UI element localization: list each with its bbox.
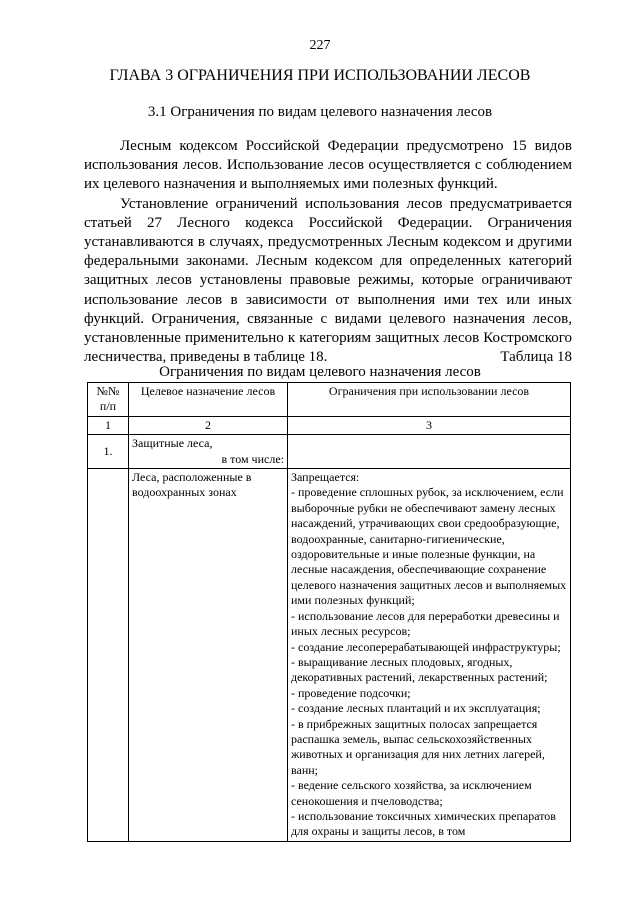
header-number: №№ п/п (88, 383, 129, 417)
restriction-item: - создание лесных плантаций и их эксплуатация; (291, 701, 541, 716)
table-header-row (88, 383, 571, 417)
restrictions-cell (288, 469, 571, 842)
paragraph-1: Лесным кодексом Российской Федерации предусмотрено 15 видов использования лесов. Использование лесов осуществляется с соблюдением их целевого назначения и выполняемых ими полезных функций. (84, 138, 572, 193)
restriction-item: - в прибрежных защитных полосах запрещается распашка земель, выпас сельскохозяйственных животных и организация для них летних лагерей, ванн; (291, 716, 545, 777)
zone-name: Леса, расположенные в водоохранных зонах (129, 469, 288, 842)
table-label: Таблица 18 (500, 349, 572, 365)
chapter-title: ГЛАВА 3 ОГРАНИЧЕНИЯ ПРИ ИСПОЛЬЗОВАНИИ ЛЕСОВ (109, 67, 531, 84)
header-purpose: Целевое назначение лесов (129, 383, 288, 417)
table-row (88, 469, 571, 842)
category-name-line: в том числе: (221, 451, 284, 466)
column-number: 3 (288, 416, 571, 434)
restriction-item: - использование лесов для переработки древесины и иных лесных ресурсов; (291, 608, 560, 639)
restriction-item: - ведение сельского хозяйства, за исключением сенокошения и пчеловодства; (291, 778, 532, 808)
row-number (88, 469, 129, 842)
restriction-item: - создание лесоперерабатывающей инфраструктуры; (291, 639, 561, 654)
restriction-item: - проведение подсочки; (291, 685, 411, 700)
category-name (129, 435, 288, 469)
table-row (88, 435, 571, 469)
column-number: 2 (129, 416, 288, 434)
empty-cell (288, 435, 571, 469)
restriction-item: - использование токсичных химических препаратов для охраны и защиты лесов, в том (291, 808, 556, 839)
table-title: Ограничения по видам целевого назначения лесов (159, 364, 481, 380)
restrictions-intro: Запрещается: (291, 470, 360, 485)
restrictions-table (87, 382, 571, 842)
paragraph-2: Установление ограничений использования лесов предусматривается статьей 27 Лесного кодекса Российской Федерации. Ограничения устанавливаются в случаях, предусмотренных Лесным кодексом и другими федеральными законами. Лесным кодексом для определенных категорий защитных лесов установлены правовые режимы, которые ограничивают использование лесов в зависимости от выполнения ими тех или иных функций. Ограничения, связанные с видами целевого назначения лесов, установленные применительно к категориям защитных лесов Костромского лесничества, приведены в таблице 18. (84, 195, 572, 366)
body-text (84, 137, 572, 367)
restriction-item: - выращивание лесных плодовых, ягодных, декоративных растений, лекарственных растений; (291, 654, 548, 685)
header-restrictions: Ограничения при использовании лесов (288, 383, 571, 417)
column-number: 1 (88, 416, 129, 434)
section-title: 3.1 Ограничения по видам целевого назначения лесов (147, 104, 493, 120)
row-number: 1. (88, 435, 129, 469)
category-name-line: Защитные леса, (132, 436, 213, 451)
restriction-item: - проведение сплошных рубок, за исключением, если выборочные рубки не обеспечивают замену лесных насаждений, утрачивающих свои средообразующие, водоохранные, санитарно-гигиенические, оздоровительные и иные полезные функции, на лесные насаждения, обеспечивающие сохранение целевого назначения защитных лесов и выполняемых ими полезных функций; (291, 485, 567, 608)
column-number-row (88, 416, 571, 434)
page-number: 227 (309, 38, 331, 53)
